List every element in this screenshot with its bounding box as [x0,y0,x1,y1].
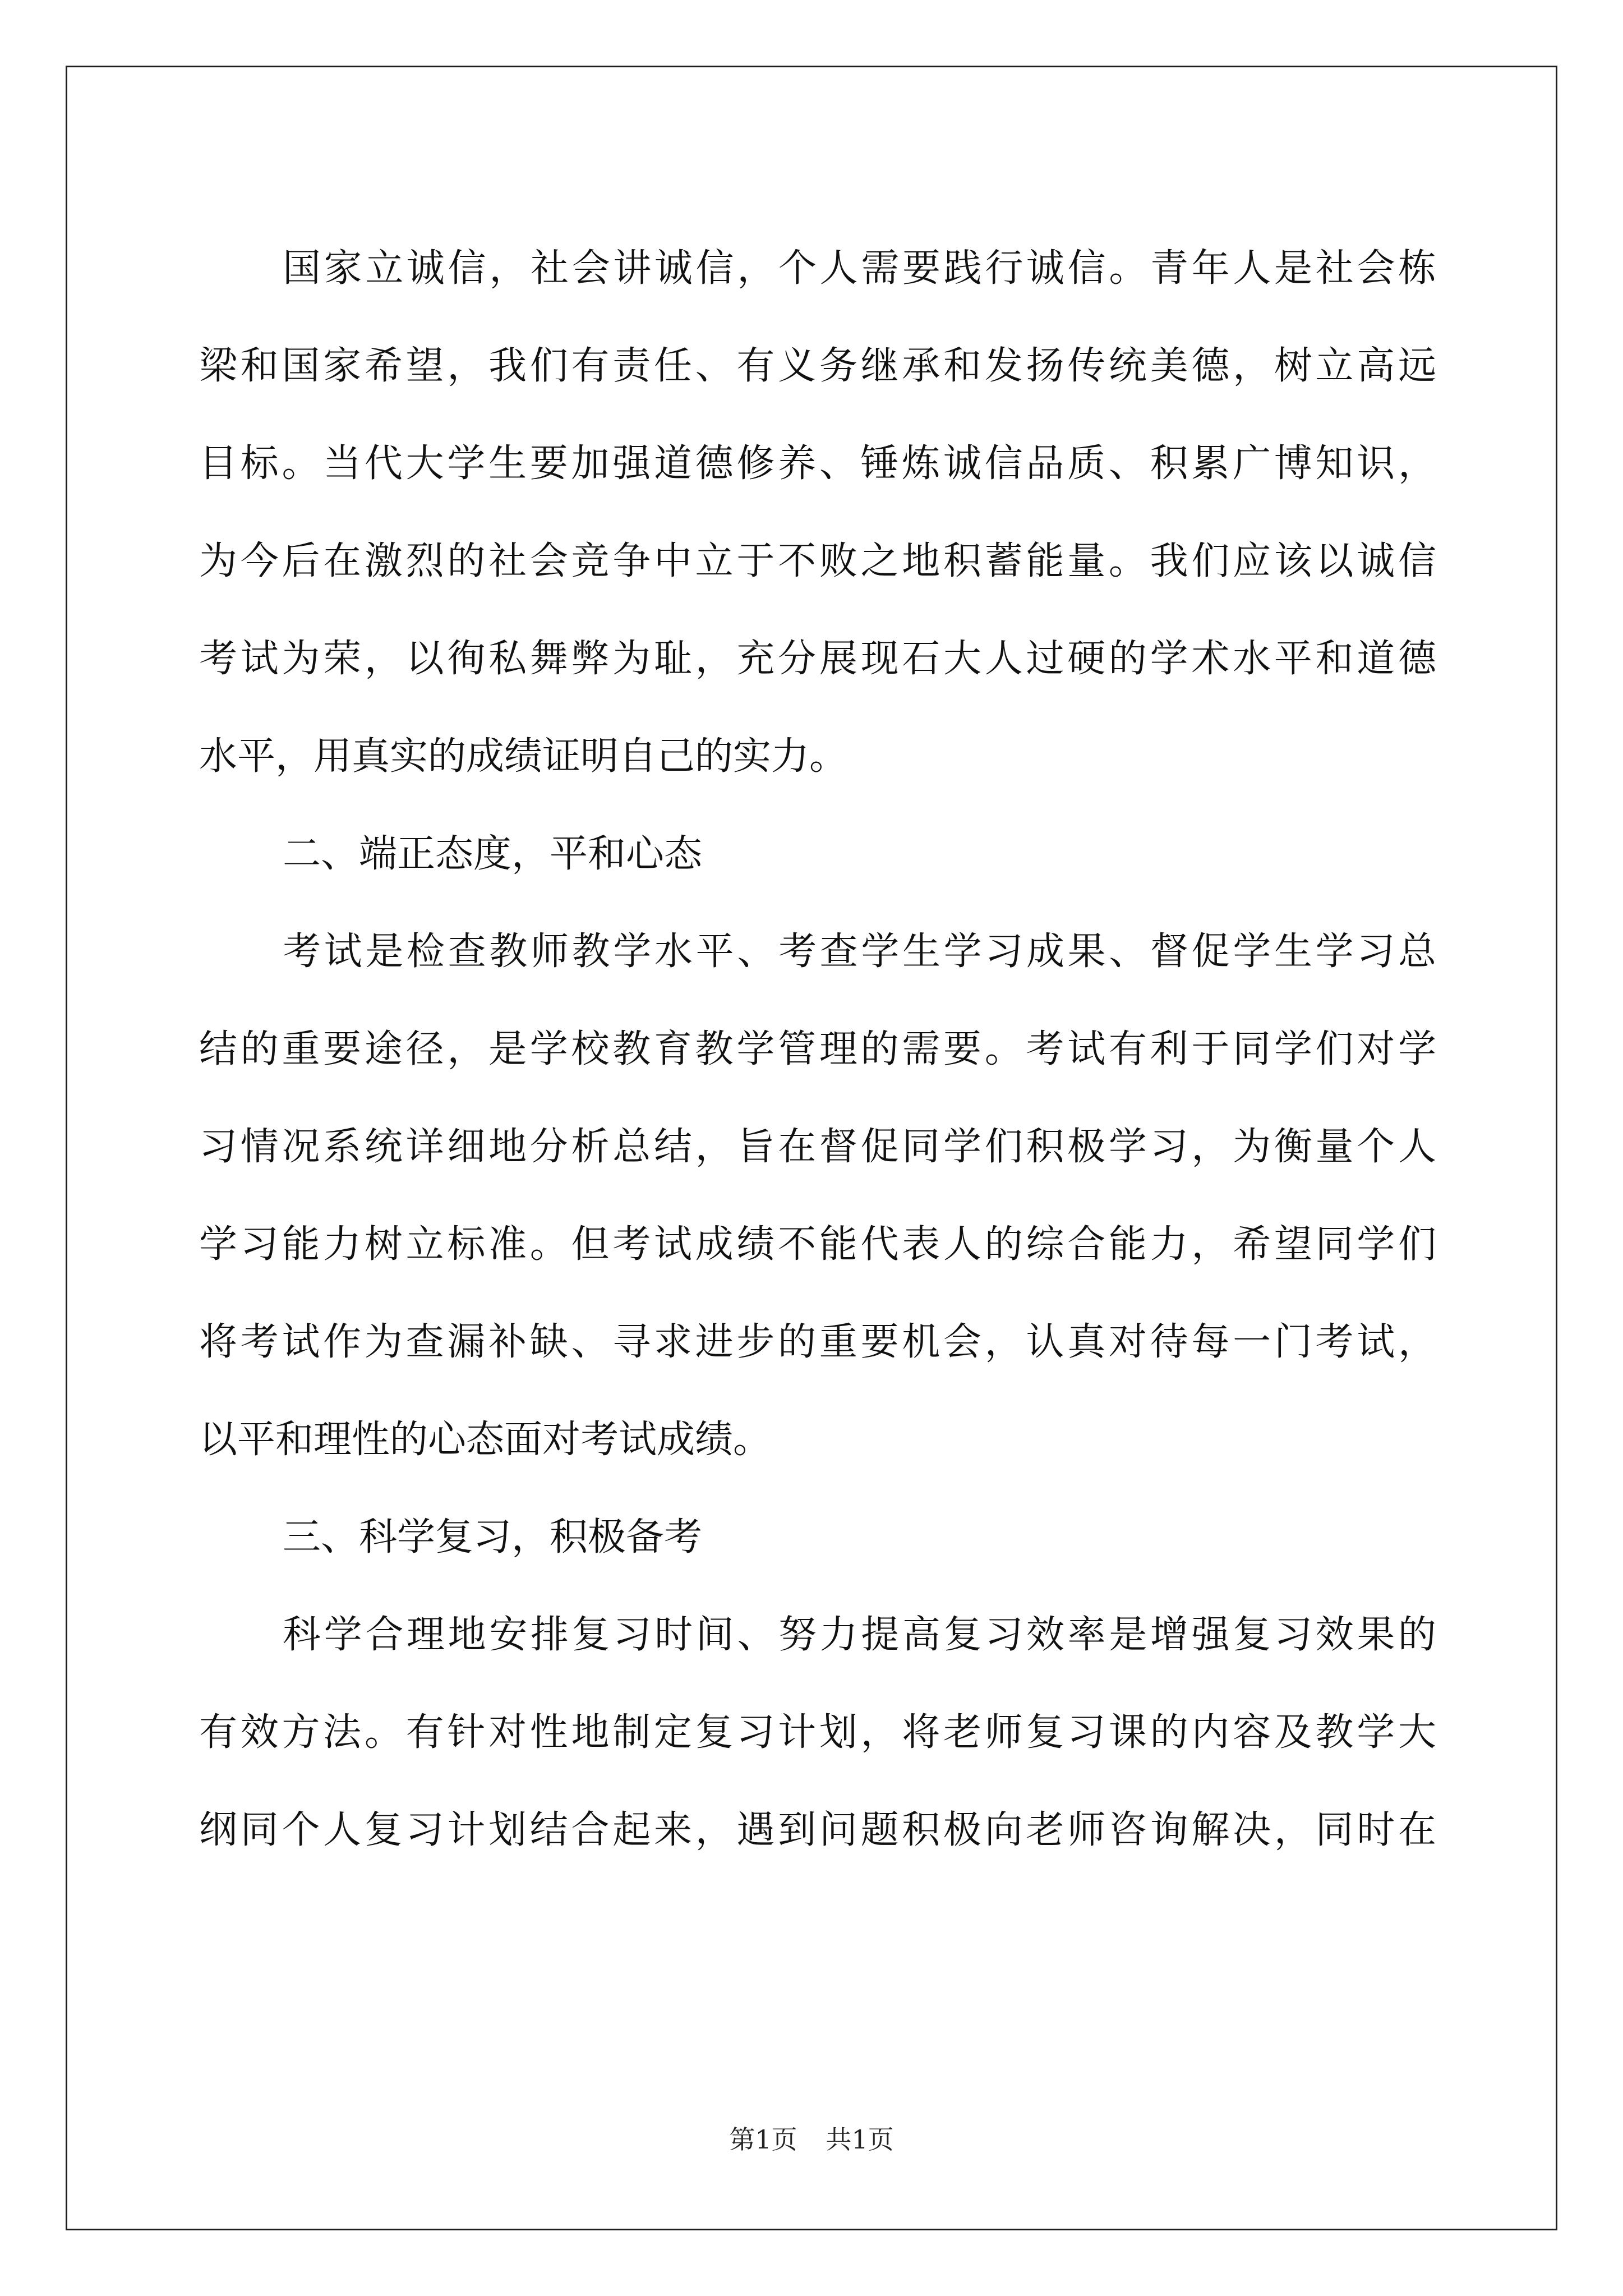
paragraph-1-line-4: 为今后在激烈的社会竞争中立于不败之地积蓄能量。我们应该以诚信 [199,539,1436,583]
paragraph-1-line-5: 考试为荣，以徇私舞弊为耻，充分展现石大人过硬的学术水平和道德 [199,637,1436,681]
paragraph-1-line-2: 梁和国家希望，我们有责任、有义务继承和发扬传统美德，树立高远 [199,344,1436,388]
paragraph-2-line-2: 结的重要途径，是学校教育教学管理的需要。考试有利于同学们对学 [199,1027,1436,1071]
paragraph-1-line-3: 目标。当代大学生要加强道德修养、锤炼诚信品质、积累广博知识， [199,441,1436,486]
document-body [199,220,1436,1879]
paragraph-1-line-1: 国家立诚信，社会讲诚信，个人需要践行诚信。青年人是社会栋 [283,246,1436,291]
paragraph-2-line-5: 将考试作为查漏补缺、寻求进步的重要机会，认真对待每一门考试， [199,1320,1436,1364]
paragraph-2-line-6: 以平和理性的心态面对考试成绩。 [199,1418,772,1462]
section-heading-3: 三、科学复习，积极备考 [283,1515,703,1559]
paragraph-3-line-1: 科学合理地安排复习时间、努力提高复习效率是增强复习效果的 [283,1613,1436,1657]
page-total: 共1页 [826,2124,894,2155]
paragraph-1-line-6: 水平，用真实的成绩证明自己的实力。 [199,734,848,779]
section-heading-2: 二、端正态度，平和心态 [283,832,703,876]
page-number: 第1页 [729,2124,797,2155]
paragraph-2-line-4: 学习能力树立标准。但考试成绩不能代表人的综合能力，希望同学们 [199,1222,1436,1267]
page-footer [0,2119,1623,2156]
paragraph-2-line-3: 习情况系统详细地分析总结，旨在督促同学们积极学习，为衡量个人 [199,1125,1436,1169]
paragraph-3-line-3: 纲同个人复习计划结合起来，遇到问题积极向老师咨询解决，同时在 [199,1808,1436,1852]
paragraph-2-line-1: 考试是检查教师教学水平、考查学生学习成果、督促学生学习总 [283,930,1436,974]
paragraph-3-line-2: 有效方法。有针对性地制定复习计划，将老师复习课的内容及教学大 [199,1710,1436,1755]
